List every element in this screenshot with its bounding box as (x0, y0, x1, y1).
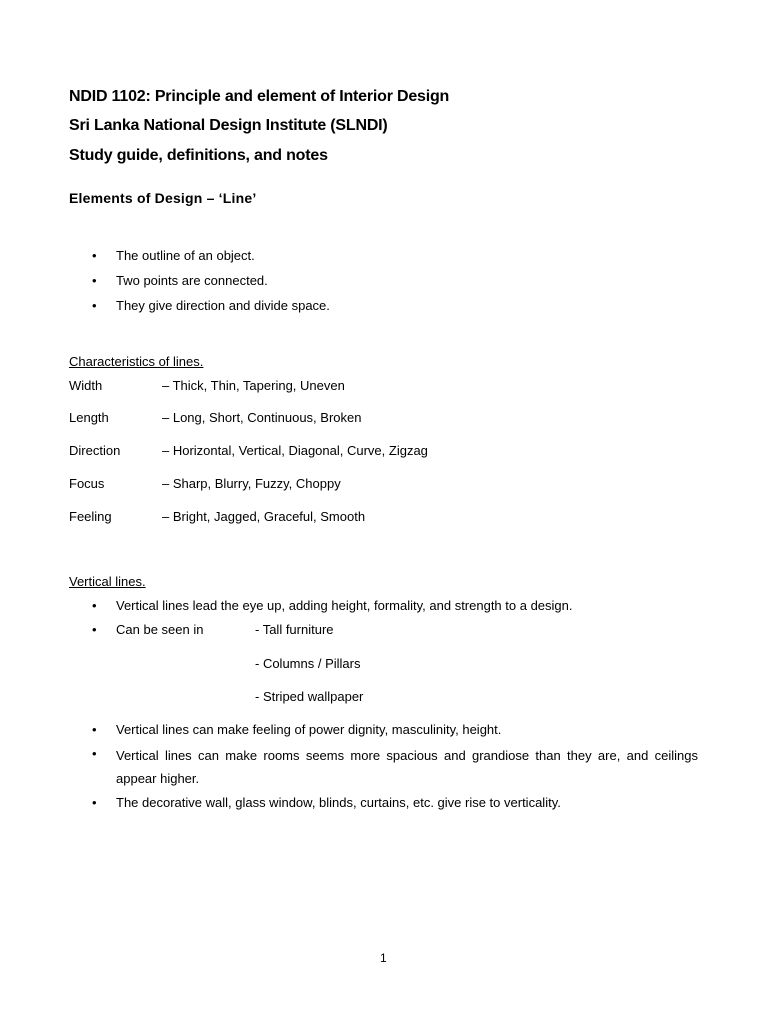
bullet-icon: • (92, 795, 97, 810)
seen-in-label: Can be seen in (116, 622, 204, 637)
bullet-text: Vertical lines lead the eye up, adding height, formality, and strength to a design. (116, 598, 573, 613)
document-title: NDID 1102: Principle and element of Interior Design (69, 88, 450, 105)
bullet-text: The outline of an object. (116, 248, 255, 263)
characteristic-label: Feeling (69, 509, 112, 524)
characteristics-heading: Characteristics of lines. (69, 354, 204, 369)
bullet-icon: • (92, 248, 97, 263)
bullet-icon: • (92, 746, 97, 761)
bullet-text: They give direction and divide space. (116, 298, 330, 313)
characteristic-label: Direction (69, 443, 121, 458)
seen-in-item: - Striped wallpaper (255, 689, 364, 704)
bullet-icon: • (92, 298, 97, 313)
bullet-text: Vertical lines can make rooms seems more spacious and grandiose than they are, and ceilings appear higher. (116, 748, 698, 786)
seen-in-item: - Tall furniture (255, 622, 334, 637)
characteristic-value: – Horizontal, Vertical, Diagonal, Curve, Zigzag (162, 443, 428, 458)
institute-name: Sri Lanka National Design Institute (SLNDI) (69, 117, 388, 134)
bullet-text: The decorative wall, glass window, blinds, curtains, etc. give rise to verticality. (116, 795, 561, 810)
characteristic-label: Length (69, 410, 109, 425)
seen-in-item: - Columns / Pillars (255, 656, 361, 671)
document-subtitle: Study guide, definitions, and notes (69, 147, 328, 164)
characteristic-value: – Long, Short, Continuous, Broken (162, 410, 362, 425)
characteristic-value: – Sharp, Blurry, Fuzzy, Choppy (162, 476, 341, 491)
bullet-icon: • (92, 622, 97, 637)
bullet-text: Vertical lines can make feeling of power dignity, masculinity, height. (116, 722, 502, 737)
characteristic-label: Width (69, 378, 103, 393)
bullet-icon: • (92, 722, 97, 737)
characteristic-value: – Bright, Jagged, Graceful, Smooth (162, 509, 366, 524)
section-heading: Elements of Design – ‘Line’ (69, 190, 257, 206)
characteristic-value: – Thick, Thin, Tapering, Uneven (162, 378, 345, 393)
bullet-icon: • (92, 598, 97, 613)
characteristic-label: Focus (69, 476, 105, 491)
vertical-lines-heading: Vertical lines. (69, 574, 146, 589)
bullet-text: Two points are connected. (116, 273, 268, 288)
bullet-icon: • (92, 273, 97, 288)
page-number: 1 (380, 951, 387, 965)
